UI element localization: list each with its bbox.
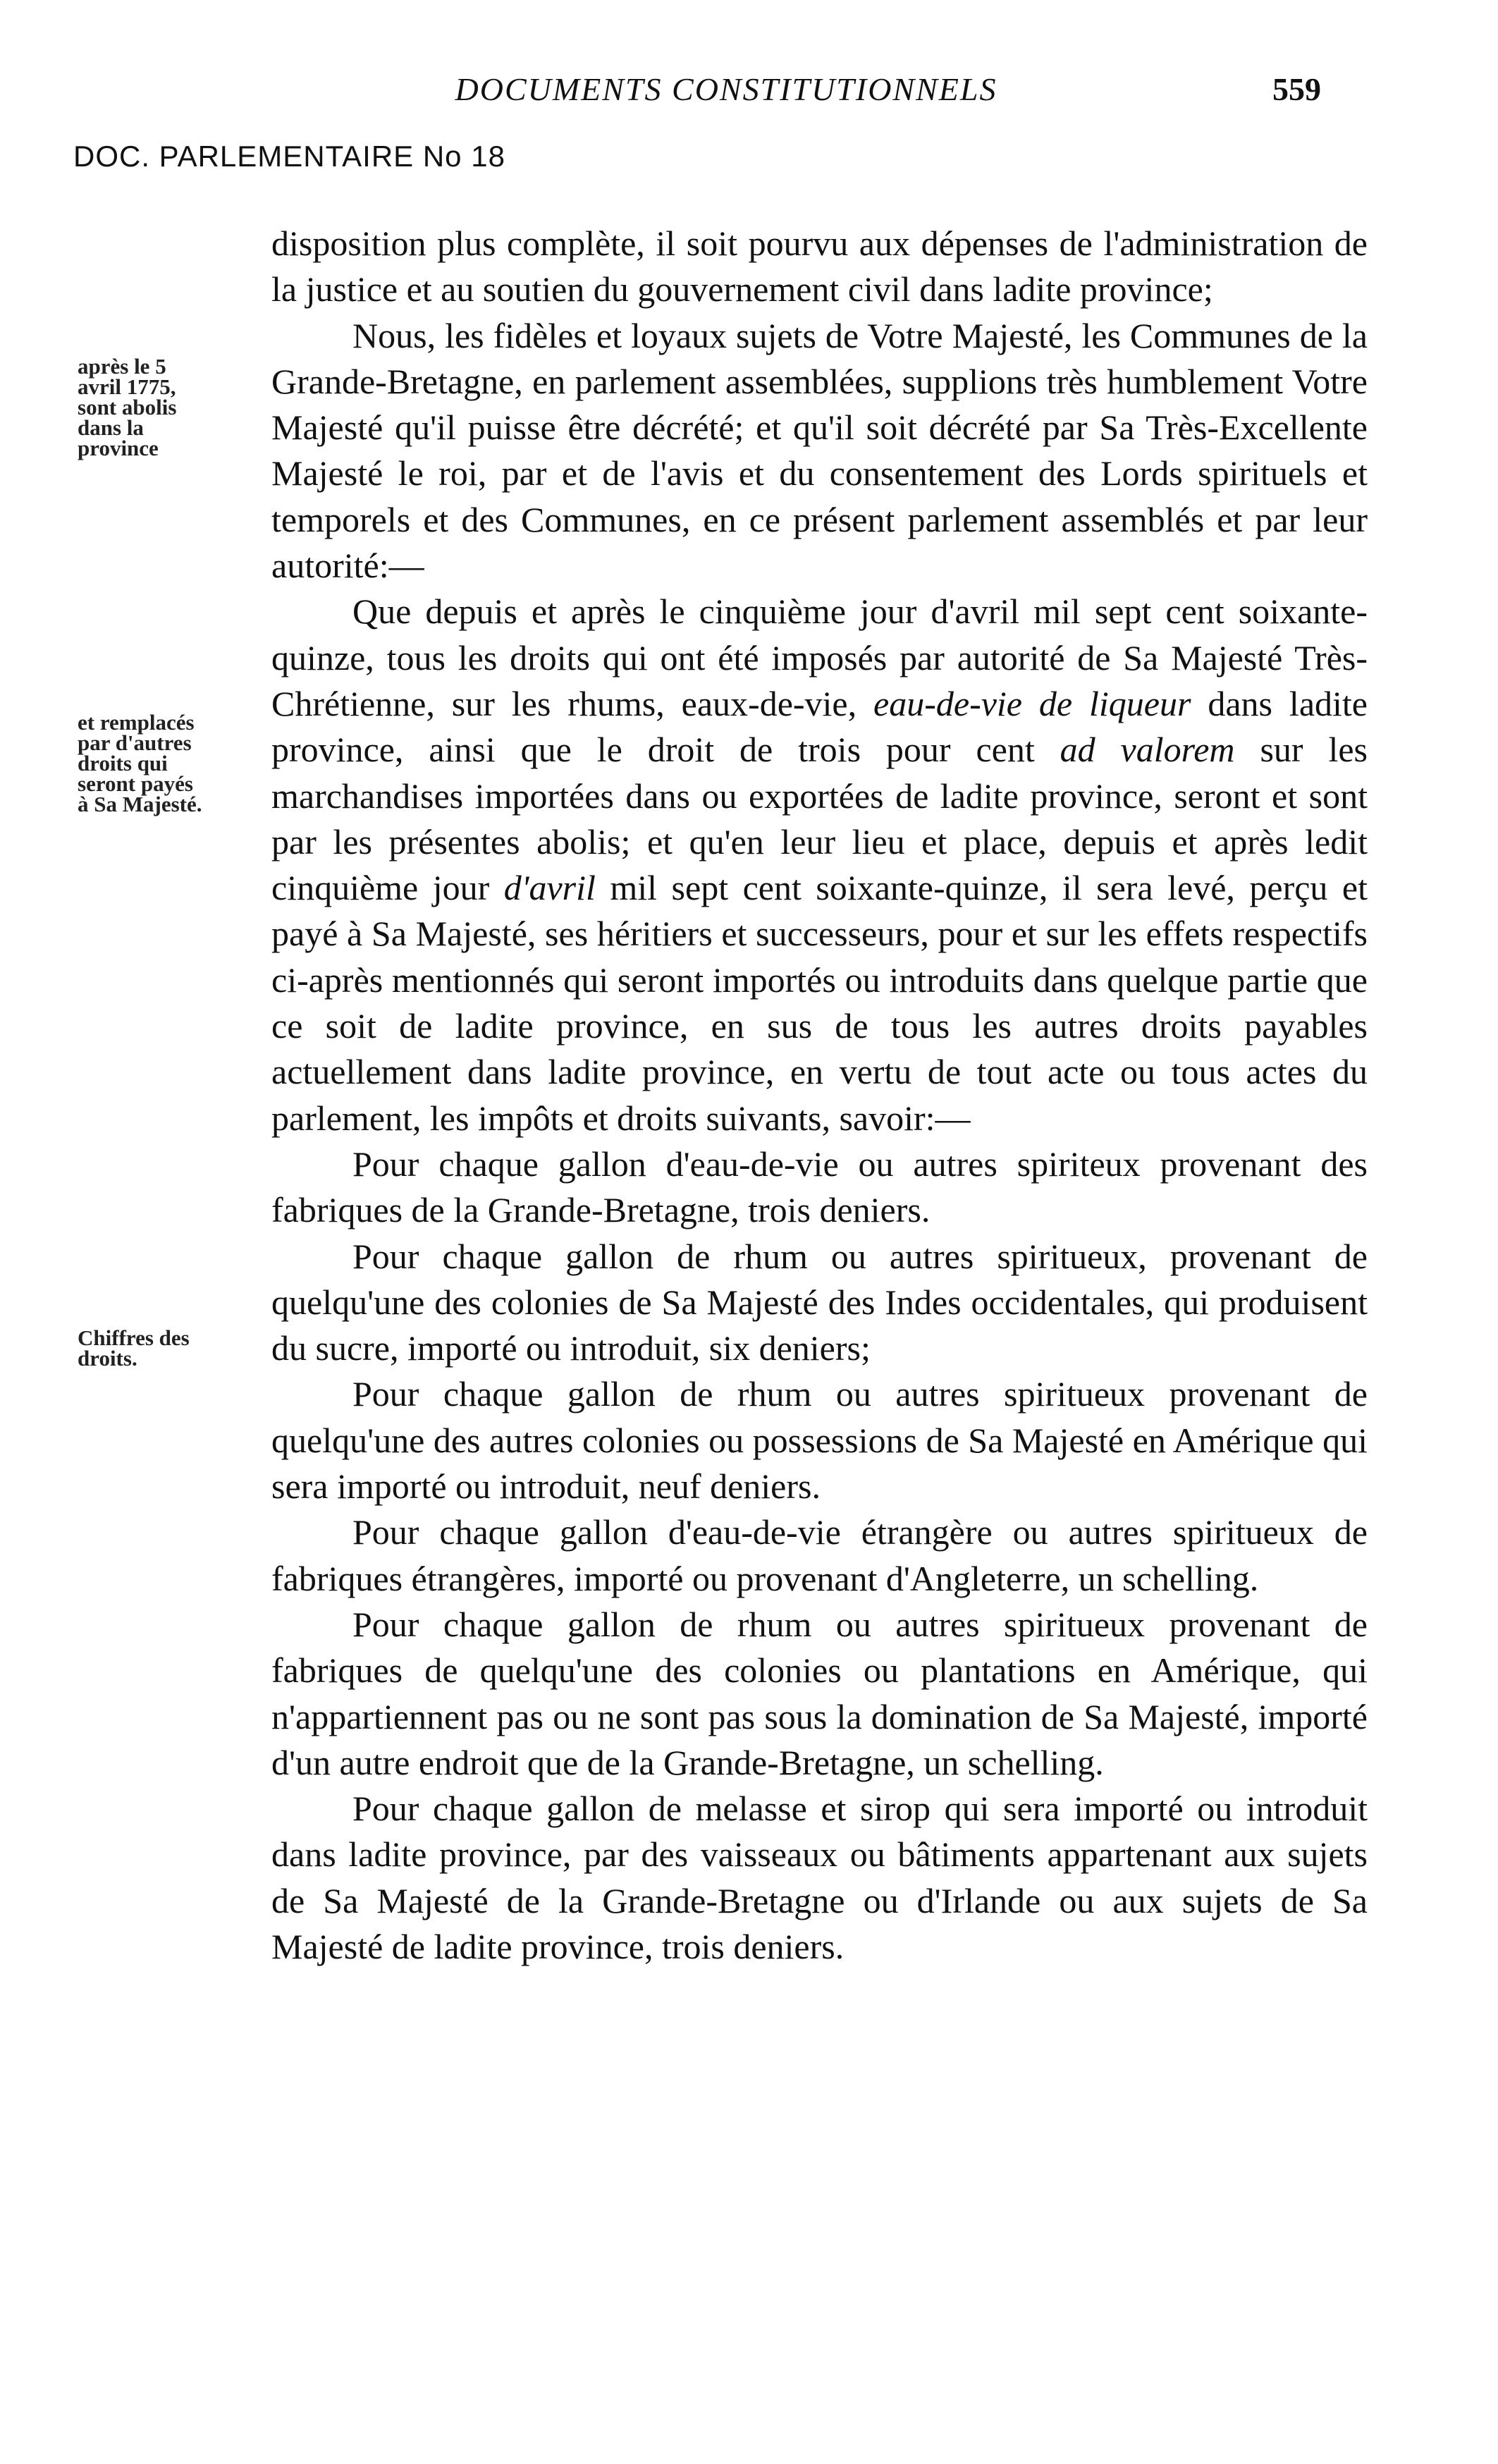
paragraph-duty-brandy-gb: Pour chaque gallon d'eau-de-vie ou autres spiriteux provenant des fabriques de la Grande-Bretagne, trois deniers. [271,1144,1368,1230]
paragraph-enacting-clause: Nous, les fidèles et loyaux sujets de Votre Majesté, les Communes de la Grande-Bretagne, en parlement assemblées, supplions très humblement Votre Majesté qu'il puisse être décrété; et qu'il soit décrété par Sa Très-Excellente Majesté le roi, par et de l'avis et du consentement des Lords spirituels et temporels et des Communes, en ce présent parlement assemblés et par leur autorité:— [271,315,1368,586]
page-number: 559 [1272,71,1321,107]
margin-note-line: dans la [78,415,144,440]
paragraph-duty-foreign-rum: Pour chaque gallon de rhum ou autres spiritueux provenant de fabriques de quelqu'une des colonies ou plantations en Amérique, qui n'appartiennent pas ou ne sont pas sous la domination de Sa Majesté, importé d'un autre endroit que de la Grande-Bretagne, un schelling. [271,1604,1368,1782]
margin-note-line: et remplacés [78,710,195,735]
margin-note-line: province [78,436,159,460]
paragraph-abolition-of-duties [271,589,1368,1141]
margin-note-replacement [78,712,278,814]
italic-term: ad valorem [1060,730,1235,770]
margin-note-line: Chiffres des [78,1325,190,1350]
main-text [271,221,1368,1970]
margin-note-line: par d'autres [78,730,192,755]
margin-note-duty-rates [78,1325,278,1371]
margin-note-line: droits qui [78,751,168,776]
margin-note-line: à Sa Majesté. [78,792,202,816]
text-run: mil sept cent soixante-quinze, il sera levé, perçu et payé à Sa Majesté, ses héritiers et successeurs, pour et sur les effets respectifs ci-après mentionnés qui seront importés ou introduits dans quelque partie que ce soit de ladite province, en sus de tous les autres droits payables actuellement dans ladite province, en vertu de tout acte ou tous actes du parlement, les impôts et droits suivants, savoir:— [271,868,1368,1138]
margin-note-line: avril 1775, [78,374,176,399]
paragraph-duty-rum-west-indies: Pour chaque gallon de rhum ou autres spiritueux, provenant de quelqu'une des colonies de Sa Majesté des Indes occidentales, qui produisent du sucre, importé ou introduit, six deniers; [271,1236,1368,1368]
margin-note-abolition [78,356,278,458]
paragraph-duty-molasses: Pour chaque gallon de melasse et sirop qui sera importé ou introduit dans ladite province, par des vaisseaux ou bâtiments appartenant aux sujets de Sa Majesté de la Grande-Bretagne ou d'Irlande ou aux sujets de Sa Majesté de ladite province, trois deniers. [271,1789,1368,1966]
text-run: sur les marchandises importées dans ou exportées de ladite province, seront et sont par les présentes abolis; et qu'en leur lieu et place, depuis et après ledit cinquième jour [271,730,1368,908]
italic-term: eau-de-vie de liqueur [873,683,1191,723]
margin-note-line: seront payés [78,771,193,796]
margin-note-line: après le 5 [78,354,166,379]
document-label: DOC. PARLEMENTAIRE No 18 [73,140,505,173]
paragraph-preamble-end: disposition plus complète, il soit pourvu aux dépenses de l'administration de la justice et au soutien du gouvernement civil dans ladite province; [271,223,1368,309]
margin-note-line: sont abolis [78,395,177,419]
margin-note-line: droits. [78,1346,137,1371]
running-head: DOCUMENTS CONSTITUTIONNELS [455,71,997,107]
paragraph-duty-foreign-brandy: Pour chaque gallon d'eau-de-vie étrangère ou autres spiritueux de fabriques étrangères, importé ou provenant d'Angleterre, un schelling. [271,1512,1368,1598]
italic-term: d'avril [503,868,596,908]
paragraph-duty-rum-america: Pour chaque gallon de rhum ou autres spiritueux provenant de quelqu'une des autres colonies ou possessions de Sa Majesté en Amérique qui sera importé ou introduit, neuf deniers. [271,1374,1368,1507]
text-run: dans ladite province, ainsi que le droit de trois pour cent [271,683,1368,770]
text-run: Que depuis et après le cinquième jour d'avril mil sept cent soixante-quinze, tous les droits qui ont été imposés par autorité de Sa Majesté Très-Chrétienne, sur les rhums, eaux-de-vie, [271,592,1368,723]
